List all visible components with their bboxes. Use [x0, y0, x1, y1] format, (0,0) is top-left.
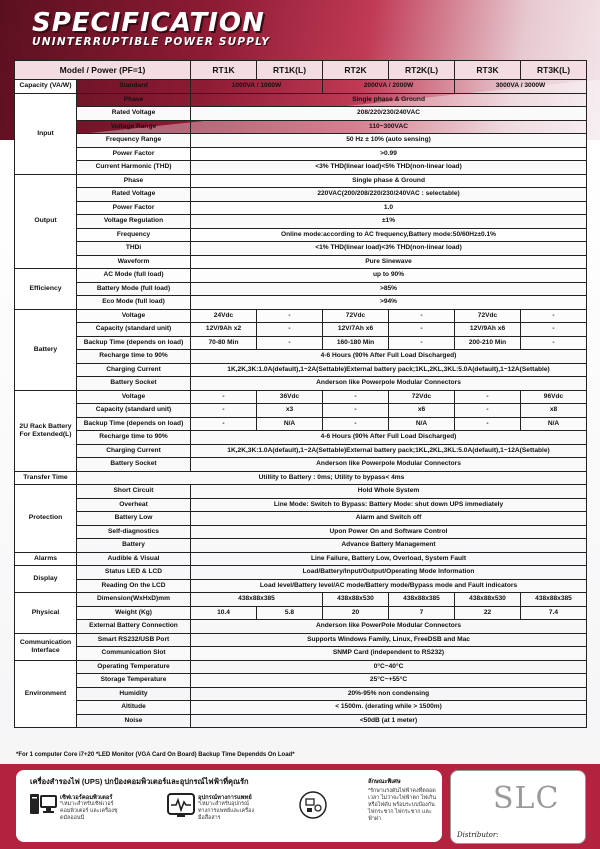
- item-label: Communication Slot: [77, 647, 191, 661]
- spec-value: -: [455, 404, 521, 418]
- spec-value: >0.99: [191, 147, 587, 161]
- table-row: [15, 404, 587, 418]
- table-row: [15, 134, 587, 148]
- spec-value: 208/220/230/240VAC: [191, 107, 587, 121]
- table-row: [15, 512, 587, 526]
- devices-icon: [298, 790, 328, 820]
- spec-value: 24Vdc: [191, 309, 257, 323]
- item-label: Backup Time (depends on load): [77, 336, 191, 350]
- spec-value: 438x88x530: [323, 593, 389, 607]
- info-card: [16, 770, 442, 842]
- capacity-value: 2000VA / 2000W: [323, 80, 455, 94]
- feature-text: *เหมาะสำหรับเซิฟเวอร์ คอมพิวเตอร์ และเครื่องชุดมัลออนนี: [60, 801, 118, 821]
- spec-value: 1.0: [191, 201, 587, 215]
- category-capacity: Capacity (VA/W): [15, 80, 77, 94]
- model-header: RT3K(L): [521, 61, 587, 80]
- item-label: Capacity (standard unit): [77, 404, 191, 418]
- spec-value: 25°C~+55°C: [191, 674, 587, 688]
- spec-value: 438x88x385: [521, 593, 587, 607]
- table-row: [15, 296, 587, 310]
- distributor-label: Distributor:: [457, 831, 499, 839]
- spec-value: -: [191, 390, 257, 404]
- item-label: Charging Current: [77, 363, 191, 377]
- item-label: Humidity: [77, 687, 191, 701]
- spec-value: Pure Sinewave: [191, 255, 587, 269]
- table-row: [15, 498, 587, 512]
- spec-value: <50dB (at 1 meter): [191, 714, 587, 728]
- table-row: [15, 390, 587, 404]
- item-label: Storage Temperature: [77, 674, 191, 688]
- table-row: [15, 228, 587, 242]
- table-row: [15, 660, 587, 674]
- spec-value: 96Vdc: [521, 390, 587, 404]
- feature-devices: [298, 790, 358, 840]
- category-efficiency: Efficiency: [15, 269, 77, 310]
- item-label: Overheat: [77, 498, 191, 512]
- info-heading: เครื่องสำรองไฟ (UPS) ปกป้องคอมพิวเตอร์และอุปกรณ์ไฟฟ้าที่คุณรัก: [30, 777, 249, 786]
- spec-value: ±1%: [191, 215, 587, 229]
- category-environment: Environment: [15, 660, 77, 728]
- spec-value: 70-80 Min: [191, 336, 257, 350]
- spec-value: Single phase & Ground: [191, 174, 587, 188]
- table-row: [15, 687, 587, 701]
- spec-value: Anderson like Powerpole Modular Connectors: [191, 458, 587, 472]
- spec-value: 110~300VAC: [191, 120, 587, 134]
- spec-value: >94%: [191, 296, 587, 310]
- item-label: Eco Mode (full load): [77, 296, 191, 310]
- spec-value: 220VAC(200/208/220/230/240VAC : selectable): [191, 188, 587, 202]
- item-label: Weight (Kg): [77, 606, 191, 620]
- table-row: [15, 147, 587, 161]
- table-row: [15, 363, 587, 377]
- item-label: Backup Time (depends on load): [77, 417, 191, 431]
- spec-value: 4-6 Hours (90% After Full Load Discharged): [191, 350, 587, 364]
- table-row: [15, 323, 587, 337]
- spec-value: Line Mode: Switch to Bypass: Battery Mode: shut down UPS immediately: [191, 498, 587, 512]
- item-label: Noise: [77, 714, 191, 728]
- table-row: [15, 417, 587, 431]
- spec-value: Anderson like PowerPole Modular Connectors: [191, 620, 587, 634]
- spec-value: 72Vdc: [323, 309, 389, 323]
- spec-value: >85%: [191, 282, 587, 296]
- item-label: Short Circuit: [77, 485, 191, 499]
- model-power-header: Model / Power (PF=1): [15, 61, 191, 80]
- spec-value: -: [323, 390, 389, 404]
- spec-value: -: [455, 417, 521, 431]
- capacity-value: 3000VA / 3000W: [455, 80, 587, 94]
- item-label: Power Factor: [77, 201, 191, 215]
- item-label: Recharge time to 90%: [77, 431, 191, 445]
- category-transfer-time: Transfer Time: [15, 471, 77, 485]
- spec-value: 12V/7Ah x6: [323, 323, 389, 337]
- item-label: Capacity (standard unit): [77, 323, 191, 337]
- spec-sheet: [14, 60, 586, 728]
- table-row: [15, 201, 587, 215]
- table-row: [15, 174, 587, 188]
- item-label: Power Factor: [77, 147, 191, 161]
- medical-monitor-icon: [166, 790, 196, 820]
- special-features-text: *รักษาแรงดันไฟฟ้าคงที่ตลอดเวลา ไม่ว่าจะไฟฟ้าตก ไฟเกิน หรือไฟดับ พร้อมระบบป้องกันไฟกระชาก ไฟกระชาก และฟ้าผ่า: [368, 788, 437, 822]
- spec-value: 4-6 Hours (90% After Full Load Discharged): [191, 431, 587, 445]
- table-row: [15, 620, 587, 634]
- spec-value: -: [257, 309, 323, 323]
- item-label: Rated Voltage: [77, 188, 191, 202]
- spec-value: x3: [257, 404, 323, 418]
- page-title: SPECIFICATION: [32, 8, 265, 38]
- spec-value: 12V/9Ah x2: [191, 323, 257, 337]
- table-row: [15, 458, 587, 472]
- spec-value: < 1500m. (derating while > 1500m): [191, 701, 587, 715]
- item-label: Reading On the LCD: [77, 579, 191, 593]
- item-label: Audible & Visual: [77, 552, 191, 566]
- item-label: Standard: [77, 80, 191, 94]
- item-label: Frequency: [77, 228, 191, 242]
- spec-value: Alarm and Switch off: [191, 512, 587, 526]
- item-label: Battery Mode (full load): [77, 282, 191, 296]
- category-protection: Protection: [15, 485, 77, 553]
- table-row: [15, 674, 587, 688]
- item-label: Voltage Regulation: [77, 215, 191, 229]
- category-output: Output: [15, 174, 77, 269]
- spec-value: -: [323, 404, 389, 418]
- spec-value: -: [257, 323, 323, 337]
- spec-value: x8: [521, 404, 587, 418]
- spec-value: 12V/9Ah x6: [455, 323, 521, 337]
- spec-value: Line Failure, Battery Low, Overload, System Fault: [191, 552, 587, 566]
- spec-value: 50 Hz ± 10% (auto sensing): [191, 134, 587, 148]
- spec-value: 10.4: [191, 606, 257, 620]
- table-row: [15, 282, 587, 296]
- item-label: Battery: [77, 539, 191, 553]
- category-alarms: Alarms: [15, 552, 77, 566]
- computer-icon: [28, 790, 58, 820]
- special-features-title: ลักษณะพิเศษ: [368, 779, 401, 785]
- spec-value: SNMP Card (independent to RS232): [191, 647, 587, 661]
- spec-value: 438x88x530: [455, 593, 521, 607]
- spec-value: -: [257, 336, 323, 350]
- table-row: [15, 188, 587, 202]
- model-header: RT3K: [455, 61, 521, 80]
- item-label: External Battery Connection: [77, 620, 191, 634]
- spec-value: 438x88x385: [191, 593, 323, 607]
- model-header: RT1K(L): [257, 61, 323, 80]
- table-row: [15, 242, 587, 256]
- item-label: Battery Socket: [77, 458, 191, 472]
- spec-value: 72Vdc: [389, 390, 455, 404]
- item-label: THDi: [77, 242, 191, 256]
- spec-value: -: [389, 323, 455, 337]
- category-rack-battery: 2U Rack Battery For Extended(L): [15, 390, 77, 471]
- table-row: [15, 269, 587, 283]
- table-row: [15, 647, 587, 661]
- spec-value: 20: [323, 606, 389, 620]
- spec-value: 200-210 Min: [455, 336, 521, 350]
- header: [32, 8, 270, 48]
- spec-table: [14, 60, 587, 728]
- spec-value: 7.4: [521, 606, 587, 620]
- spec-value: up to 90%: [191, 269, 587, 283]
- table-row: [15, 215, 587, 229]
- feature-computer: [28, 790, 128, 840]
- table-row: [15, 579, 587, 593]
- item-label: Voltage: [77, 309, 191, 323]
- table-row: [15, 566, 587, 580]
- spec-value: 5.8: [257, 606, 323, 620]
- table-row: [15, 552, 587, 566]
- item-label: Voltage Range: [77, 120, 191, 134]
- spec-value: Upon Power On and Software Control: [191, 525, 587, 539]
- table-row: [15, 309, 587, 323]
- item-label: Voltage: [77, 390, 191, 404]
- item-label: Phase: [77, 174, 191, 188]
- footnote: *For 1 computer Core i7+20 *LED Monitor (VGA Card On Board) Backup Time Dependds On Load*: [16, 752, 295, 758]
- feature-medical: [166, 790, 266, 840]
- model-header: RT2K: [323, 61, 389, 80]
- spec-value: Advance Battery Management: [191, 539, 587, 553]
- item-label: Phase: [77, 93, 191, 107]
- table-row: [15, 633, 587, 647]
- spec-value: -: [521, 323, 587, 337]
- feature-text: *เหมาะสำหรับอุปกรณ์ทางการแพทย์และเครื่องมือสื่อสาร: [198, 801, 255, 821]
- item-label: Self-diagnostics: [77, 525, 191, 539]
- item-label: Battery Low: [77, 512, 191, 526]
- model-header: RT2K(L): [389, 61, 455, 80]
- item-label: Operating Temperature: [77, 660, 191, 674]
- table-row: [15, 336, 587, 350]
- spec-value: Supports Windows Family, Linux, FreeDSB and Mac: [191, 633, 587, 647]
- spec-value: -: [389, 309, 455, 323]
- spec-value: 72Vdc: [455, 309, 521, 323]
- spec-value: -: [323, 417, 389, 431]
- slc-logo: SLC: [493, 781, 560, 816]
- spec-value: <1% THD(linear load)<3% THD(non-linear load): [191, 242, 587, 256]
- table-row: [15, 350, 587, 364]
- item-label: Current Harmonic (THD): [77, 161, 191, 175]
- spec-value: Anderson like Powerpole Modular Connectors: [191, 377, 587, 391]
- item-label: Charging Current: [77, 444, 191, 458]
- table-row: [15, 80, 587, 94]
- spec-value: -: [389, 336, 455, 350]
- spec-value: N/A: [389, 417, 455, 431]
- item-label: Smart RS232/USB Port: [77, 633, 191, 647]
- item-label: Frequency Range: [77, 134, 191, 148]
- spec-value: 20%-95% non condensing: [191, 687, 587, 701]
- table-row: [15, 593, 587, 607]
- capacity-value: 1000VA / 1000W: [191, 80, 323, 94]
- spec-value: -: [521, 336, 587, 350]
- spec-value: Load/Battery/Input/Output/Operating Mode Information: [191, 566, 587, 580]
- spec-value: -: [455, 390, 521, 404]
- table-row: [15, 255, 587, 269]
- item-label: Rated Voltage: [77, 107, 191, 121]
- table-row: [15, 714, 587, 728]
- feature-title: เซิฟเวอร์คอมพิวเตอร์: [60, 795, 113, 801]
- spec-value: N/A: [257, 417, 323, 431]
- table-row: [15, 161, 587, 175]
- spec-value: 1K,2K,3K:1.0A(default),1~2A(Settable)External battery pack;1KL,2KL,3KL:5.0A(default),1~12A(Settable): [191, 444, 587, 458]
- spec-value: N/A: [521, 417, 587, 431]
- table-row: [15, 444, 587, 458]
- spec-value: Single phase & Ground: [191, 93, 587, 107]
- spec-value: 438x88x385: [389, 593, 455, 607]
- item-label: Altitude: [77, 701, 191, 715]
- table-row: [15, 471, 587, 485]
- spec-value: 7: [389, 606, 455, 620]
- spec-value: -: [521, 309, 587, 323]
- table-row: [15, 107, 587, 121]
- spec-value: -: [191, 417, 257, 431]
- item-label: Status LED & LCD: [77, 566, 191, 580]
- item-label: Dimension(WxHxD)mm: [77, 593, 191, 607]
- spec-value: Load level/Battery level/AC mode/Battery mode/Bypass mode and Fault indicators: [191, 579, 587, 593]
- table-header-row: [15, 61, 587, 80]
- special-features: [368, 776, 438, 823]
- model-header: RT1K: [191, 61, 257, 80]
- spec-value: x6: [389, 404, 455, 418]
- table-row: [15, 701, 587, 715]
- category-physical: Physical: [15, 593, 77, 634]
- table-row: [15, 93, 587, 107]
- item-label: Battery Socket: [77, 377, 191, 391]
- spec-value: Utillity to Battery : 0ms; Utility to bypass< 4ms: [77, 471, 587, 485]
- category-display: Display: [15, 566, 77, 593]
- page-subtitle: UNINTERRUPTIBLE POWER SUPPLY: [32, 36, 271, 48]
- spec-value: 22: [455, 606, 521, 620]
- category-input: Input: [15, 93, 77, 174]
- table-row: [15, 120, 587, 134]
- spec-value: -: [191, 404, 257, 418]
- table-row: [15, 606, 587, 620]
- spec-value: 1K,2K,3K:1.0A(default),1~2A(Settable)External battery pack;1KL,2KL,3KL:5.0A(default),1~12A(Settable): [191, 363, 587, 377]
- spec-value: 0°C~40°C: [191, 660, 587, 674]
- item-label: AC Mode (full load): [77, 269, 191, 283]
- spec-value: 160-180 Min: [323, 336, 389, 350]
- table-row: [15, 485, 587, 499]
- item-label: Waveform: [77, 255, 191, 269]
- spec-value: <3% THD(linear load)<5% THD(non-linear load): [191, 161, 587, 175]
- distributor-card: [450, 770, 586, 844]
- table-row: [15, 377, 587, 391]
- spec-value: Online mode:according to AC frequency,Battery mode:50/60Hz±0.1%: [191, 228, 587, 242]
- table-row: [15, 431, 587, 445]
- feature-title: อุปกรณ์ทางการแพทย์: [198, 795, 252, 801]
- category-communication: Communication Interface: [15, 633, 77, 660]
- table-row: [15, 525, 587, 539]
- spec-value: Hold Whole System: [191, 485, 587, 499]
- spec-value: 36Vdc: [257, 390, 323, 404]
- item-label: Recharge time to 90%: [77, 350, 191, 364]
- category-battery: Battery: [15, 309, 77, 390]
- table-row: [15, 539, 587, 553]
